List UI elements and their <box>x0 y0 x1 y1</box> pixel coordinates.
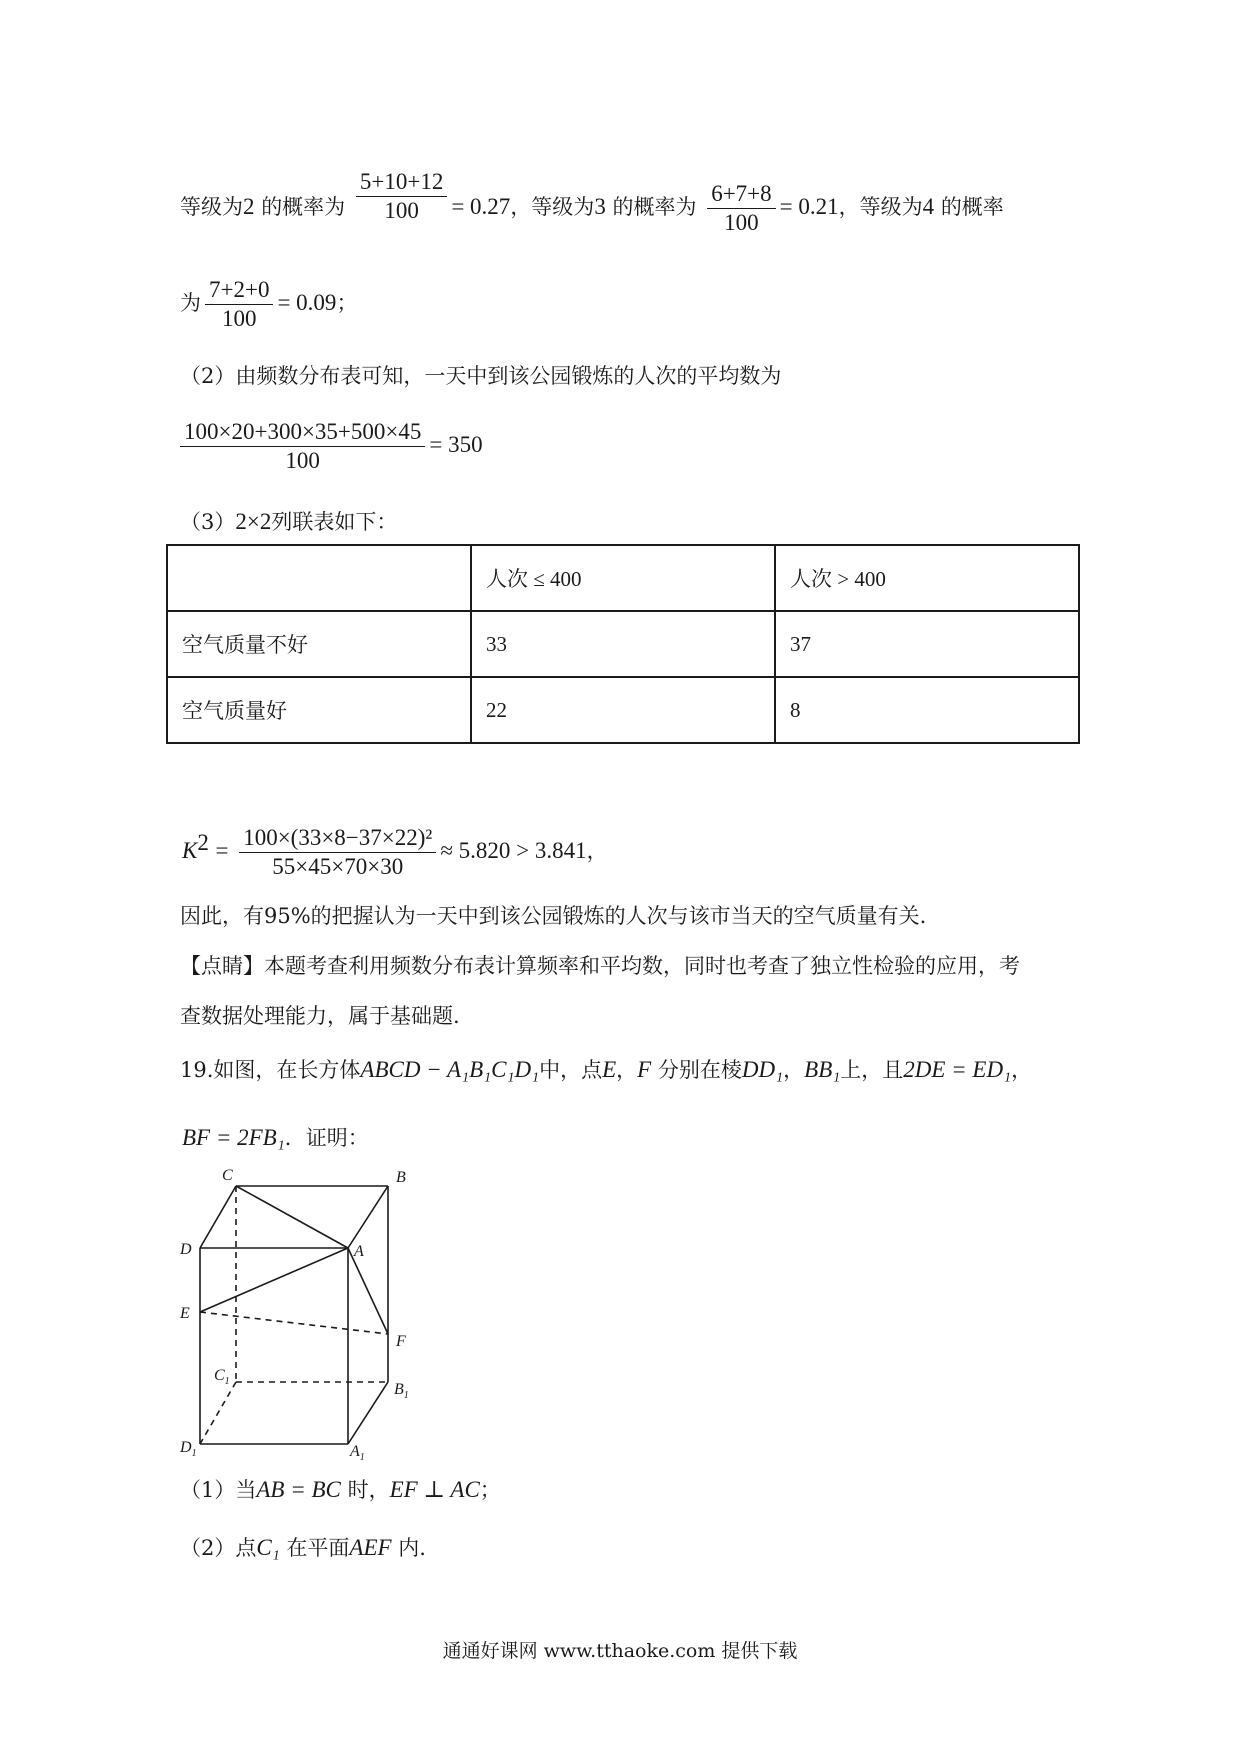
k2-formula <box>182 824 608 881</box>
fraction-denominator: 55×45×70×30 <box>272 854 404 879</box>
segment-ef <box>200 1312 388 1334</box>
result: = 0.09 <box>277 290 337 315</box>
math: EF ⊥ AC <box>389 1477 480 1502</box>
result: = 350 <box>429 432 483 457</box>
label-b: B <box>396 1169 406 1186</box>
expr: 2×2 <box>235 509 272 534</box>
text: 内. <box>398 1536 426 1560</box>
conclusion: 因此，有95%的把握认为一天中到该公园锻炼的人次与该市当天的空气质量有关. <box>180 904 927 928</box>
q19-sub-1 <box>180 1476 501 1504</box>
result: = 0.21 <box>779 194 839 219</box>
text: ， <box>586 839 608 863</box>
fraction <box>205 276 273 333</box>
hidden-edge <box>200 1382 236 1444</box>
table-cell: 22 <box>471 677 775 743</box>
label-d1: $D_1$ <box>180 1439 197 1459</box>
note-line-1: 【点睛】本题考查利用频数分布表计算频率和平均数，同时也考查了独立性检验的应用，考 <box>180 954 1020 978</box>
q19-line-1 <box>180 1056 1032 1084</box>
label-b1: $B_1$ <box>394 1381 409 1401</box>
table-cell: 人次 > 400 <box>775 545 1079 611</box>
label-c1: $C_1$ <box>214 1367 230 1387</box>
fraction-denominator: 100 <box>384 198 419 223</box>
part3-text <box>180 508 397 536</box>
fraction-denominator: 100 <box>285 448 320 473</box>
fraction <box>356 168 447 225</box>
prob-line-1 <box>180 169 1004 237</box>
text: 为 <box>180 291 201 315</box>
note-line-2: 查数据处理能力，属于基础题. <box>180 1004 460 1028</box>
table-row <box>167 611 1079 677</box>
level-number: 3 <box>594 194 606 219</box>
text: 等级为 <box>180 195 243 219</box>
fraction-denominator: 100 <box>724 210 759 235</box>
math: F <box>637 1057 652 1082</box>
math: BB₁ <box>804 1057 841 1082</box>
table-cell: 8 <box>775 677 1079 743</box>
fraction <box>707 180 775 237</box>
edge <box>348 1186 388 1248</box>
math: E <box>602 1057 617 1082</box>
label-d: D <box>180 1241 192 1258</box>
segment-ea <box>200 1248 348 1312</box>
prob-line-2 <box>180 276 357 333</box>
table-cell <box>167 545 471 611</box>
math: C₁ <box>256 1535 280 1560</box>
text: 在平面 <box>286 1536 350 1560</box>
table-row <box>167 677 1079 743</box>
q19-sub-2 <box>180 1534 426 1562</box>
segment-ca <box>236 1186 348 1248</box>
segment-af <box>348 1248 388 1334</box>
fraction-numerator: 100×(33×8−37×22)² <box>239 824 436 853</box>
math: ABCD − A₁B₁C₁D₁ <box>360 1057 540 1082</box>
fraction <box>180 418 425 475</box>
page-footer: 通通好课网 www.tthaoke.com 提供下载 <box>442 1640 798 1662</box>
text: （1）当 <box>180 1478 257 1502</box>
text: ， <box>783 1058 805 1082</box>
text: 的概率为 <box>612 195 697 219</box>
math: 2DE = ED₁ <box>903 1057 1012 1082</box>
math: AB = BC <box>256 1477 341 1502</box>
text: 列联表如下： <box>271 510 398 534</box>
label-e: E <box>180 1305 190 1322</box>
text: 的概率 <box>940 195 1004 219</box>
text: 19.如图，在长方体 <box>180 1058 361 1082</box>
text: 的概率为 <box>261 195 346 219</box>
math: AEF <box>349 1535 392 1560</box>
label-a1: $A_1$ <box>350 1443 365 1460</box>
label-a: A <box>354 1243 364 1260</box>
label-c: C <box>222 1167 233 1184</box>
table-cell: 空气质量不好 <box>167 611 471 677</box>
math: BF = 2FB₁ <box>182 1125 285 1150</box>
level-number: 2 <box>243 194 255 219</box>
level-number: 4 <box>922 194 935 219</box>
text: ，等级为 <box>838 195 923 219</box>
result: = 0.27 <box>451 194 511 219</box>
mean-formula <box>176 418 483 475</box>
fraction-numerator: 7+2+0 <box>205 276 273 305</box>
label-f: F <box>396 1333 406 1350</box>
text: 中，点 <box>539 1058 603 1082</box>
edge <box>348 1382 388 1444</box>
table-header-row <box>167 545 1079 611</box>
text: （3） <box>180 510 236 534</box>
result: ≈ 5.820 > 3.841 <box>440 838 587 863</box>
text: ， <box>1011 1058 1033 1082</box>
text: ．证明： <box>284 1126 369 1150</box>
text: 上，且 <box>840 1058 904 1082</box>
table-cell: 人次 ≤ 400 <box>471 545 775 611</box>
fraction-numerator: 6+7+8 <box>707 180 775 209</box>
text: ； <box>336 291 358 315</box>
text: 时， <box>347 1478 390 1502</box>
k2-exponent: 2 <box>197 830 209 855</box>
fraction <box>239 824 436 881</box>
q19-line-2 <box>182 1124 369 1152</box>
equals: = <box>215 838 229 863</box>
table-cell: 空气质量好 <box>167 677 471 743</box>
table-cell: 37 <box>775 611 1079 677</box>
cuboid-figure <box>170 1160 440 1460</box>
contingency-table <box>166 544 1080 744</box>
text: （2）点 <box>180 1536 257 1560</box>
fraction-numerator: 100×20+300×35+500×45 <box>180 418 425 447</box>
table-cell: 33 <box>471 611 775 677</box>
math: DD₁ <box>741 1057 784 1082</box>
text: ，等级为 <box>510 195 595 219</box>
k2-symbol: K <box>182 838 198 863</box>
text: 分别在棱 <box>657 1058 742 1082</box>
part2-text: （2）由频数分布表可知，一天中到该公园锻炼的人次的平均数为 <box>180 364 782 388</box>
edge <box>200 1186 236 1248</box>
fraction-denominator: 100 <box>221 306 257 331</box>
text: ； <box>479 1478 501 1502</box>
text: ， <box>616 1058 638 1082</box>
fraction-numerator: 5+10+12 <box>356 168 447 197</box>
